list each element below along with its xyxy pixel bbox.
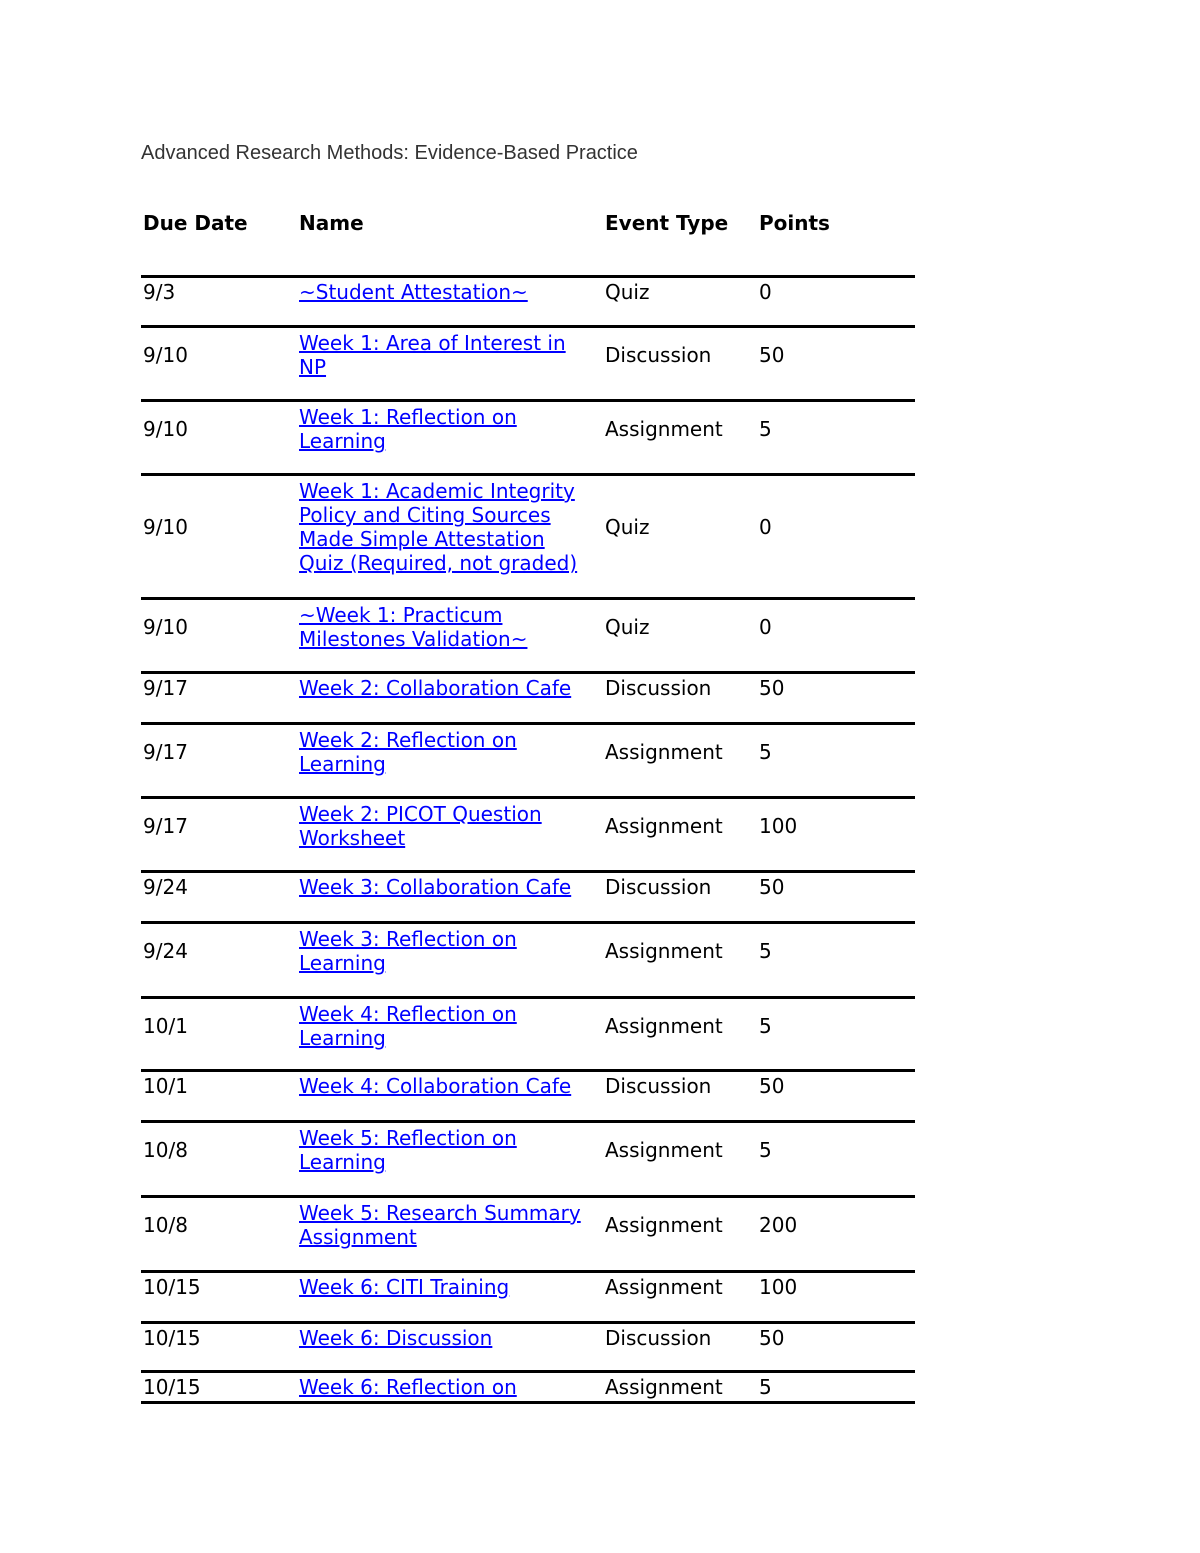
event-type-cell: Discussion [605,1074,712,1098]
assignment-link[interactable] [299,728,604,776]
assignment-link-line: Week 5: Research Summary [299,1201,581,1225]
row-divider [141,1370,915,1373]
points-cell: 5 [759,1014,772,1038]
row-divider [141,399,915,402]
assignment-link-line: Week 4: Collaboration Cafe [299,1074,572,1098]
header-due-date: Due Date [143,211,248,235]
points-cell: 0 [759,515,772,539]
points-cell: 5 [759,417,772,441]
assignment-link[interactable] [299,1126,604,1174]
due-date-cell: 9/10 [143,615,188,639]
event-type-cell: Assignment [605,1213,723,1237]
due-date-cell: 10/15 [143,1375,201,1399]
assignment-link-line: NP [299,355,327,379]
assignment-link-line: Learning [299,1026,386,1050]
assignment-link-line: Week 6: Reflection on [299,1375,517,1399]
assignment-link-line: Week 2: Collaboration Cafe [299,676,572,700]
event-type-cell: Quiz [605,280,650,304]
row-divider [141,796,915,799]
assignment-link-line: Week 3: Reflection on [299,927,517,951]
event-type-cell: Assignment [605,1375,723,1399]
assignment-link-line: Learning [299,951,386,975]
event-type-cell: Discussion [605,343,712,367]
header-name: Name [299,211,364,235]
event-type-cell: Quiz [605,615,650,639]
row-divider [141,473,915,476]
due-date-cell: 9/10 [143,515,188,539]
row-divider [141,1321,915,1324]
due-date-cell: 10/1 [143,1074,188,1098]
event-type-cell: Discussion [605,875,712,899]
event-type-cell: Assignment [605,417,723,441]
assignment-link-line: Learning [299,752,386,776]
assignment-link-line: Milestones Validation~ [299,627,528,651]
points-cell: 5 [759,740,772,764]
due-date-cell: 9/10 [143,417,188,441]
assignment-link-line: ~Student Attestation~ [299,280,528,304]
points-cell: 50 [759,676,785,700]
assignment-link[interactable] [299,1375,604,1399]
assignment-link[interactable] [299,1002,604,1050]
due-date-cell: 9/17 [143,676,188,700]
assignment-link-line: Week 1: Academic Integrity [299,479,575,503]
points-cell: 100 [759,1275,798,1299]
assignment-link-line: Policy and Citing Sources [299,503,551,527]
points-cell: 50 [759,1074,785,1098]
points-cell: 50 [759,1326,785,1350]
assignment-link-line: Week 2: PICOT Question [299,802,542,826]
assignment-link-line: Week 6: Discussion [299,1326,493,1350]
header-event-type: Event Type [605,211,729,235]
event-type-cell: Discussion [605,676,712,700]
row-divider [141,1195,915,1198]
assignment-link-line: Made Simple Attestation [299,527,545,551]
due-date-cell: 9/17 [143,740,188,764]
points-cell: 0 [759,615,772,639]
assignment-link[interactable] [299,1074,604,1098]
assignment-link[interactable] [299,603,604,651]
event-type-cell: Assignment [605,814,723,838]
due-date-cell: 10/15 [143,1326,201,1350]
row-divider [141,1120,915,1123]
event-type-cell: Quiz [605,515,650,539]
assignment-link[interactable] [299,1201,604,1249]
assignment-link-line: ~Week 1: Practicum [299,603,503,627]
assignment-link-line: Week 6: CITI Training [299,1275,510,1299]
row-divider [141,597,915,600]
event-type-cell: Assignment [605,939,723,963]
assignment-link-line: Quiz (Required, not graded) [299,551,578,575]
assignment-link-line: Worksheet [299,826,406,850]
row-divider [141,275,915,278]
points-cell: 5 [759,1375,772,1399]
event-type-cell: Assignment [605,740,723,764]
assignment-link-line: Week 2: Reflection on [299,728,517,752]
assignment-link-line: Learning [299,429,386,453]
assignment-link[interactable] [299,1275,604,1299]
assignment-link-line: Learning [299,1150,386,1174]
row-divider [141,325,915,328]
due-date-cell: 9/17 [143,814,188,838]
due-date-cell: 9/24 [143,939,188,963]
row-divider [141,722,915,725]
assignment-link-line: Assignment [299,1225,417,1249]
due-date-cell: 10/8 [143,1138,188,1162]
points-cell: 200 [759,1213,798,1237]
due-date-cell: 10/15 [143,1275,201,1299]
points-cell: 0 [759,280,772,304]
points-cell: 5 [759,1138,772,1162]
assignment-link[interactable] [299,802,604,850]
assignment-link[interactable] [299,331,604,379]
row-divider [141,671,915,674]
points-cell: 100 [759,814,798,838]
row-divider [141,870,915,873]
assignment-link-line: Week 3: Collaboration Cafe [299,875,572,899]
assignment-link[interactable] [299,1326,604,1350]
due-date-cell: 9/24 [143,875,188,899]
assignment-link-line: Week 1: Reflection on [299,405,517,429]
points-cell: 50 [759,875,785,899]
header-points: Points [759,211,830,235]
points-cell: 50 [759,343,785,367]
assignment-link[interactable] [299,676,604,700]
event-type-cell: Discussion [605,1326,712,1350]
document-title: Advanced Research Methods: Evidence-Based Practice [141,142,638,164]
event-type-cell: Assignment [605,1138,723,1162]
row-divider [141,1069,915,1072]
assignment-link[interactable] [299,280,604,304]
assignment-link-line: Week 5: Reflection on [299,1126,517,1150]
due-date-cell: 9/10 [143,343,188,367]
event-type-cell: Assignment [605,1014,723,1038]
assignment-link[interactable] [299,927,604,975]
due-date-cell: 10/1 [143,1014,188,1038]
points-cell: 5 [759,939,772,963]
table-bottom-rule [141,1401,915,1404]
event-type-cell: Assignment [605,1275,723,1299]
due-date-cell: 9/3 [143,280,176,304]
due-date-cell: 10/8 [143,1213,188,1237]
assignment-link[interactable] [299,479,604,575]
row-divider [141,921,915,924]
assignment-link[interactable] [299,405,604,453]
row-divider [141,996,915,999]
assignment-link-line: Week 4: Reflection on [299,1002,517,1026]
row-divider [141,1270,915,1273]
assignment-link-line: Week 1: Area of Interest in [299,331,566,355]
assignment-link[interactable] [299,875,604,899]
